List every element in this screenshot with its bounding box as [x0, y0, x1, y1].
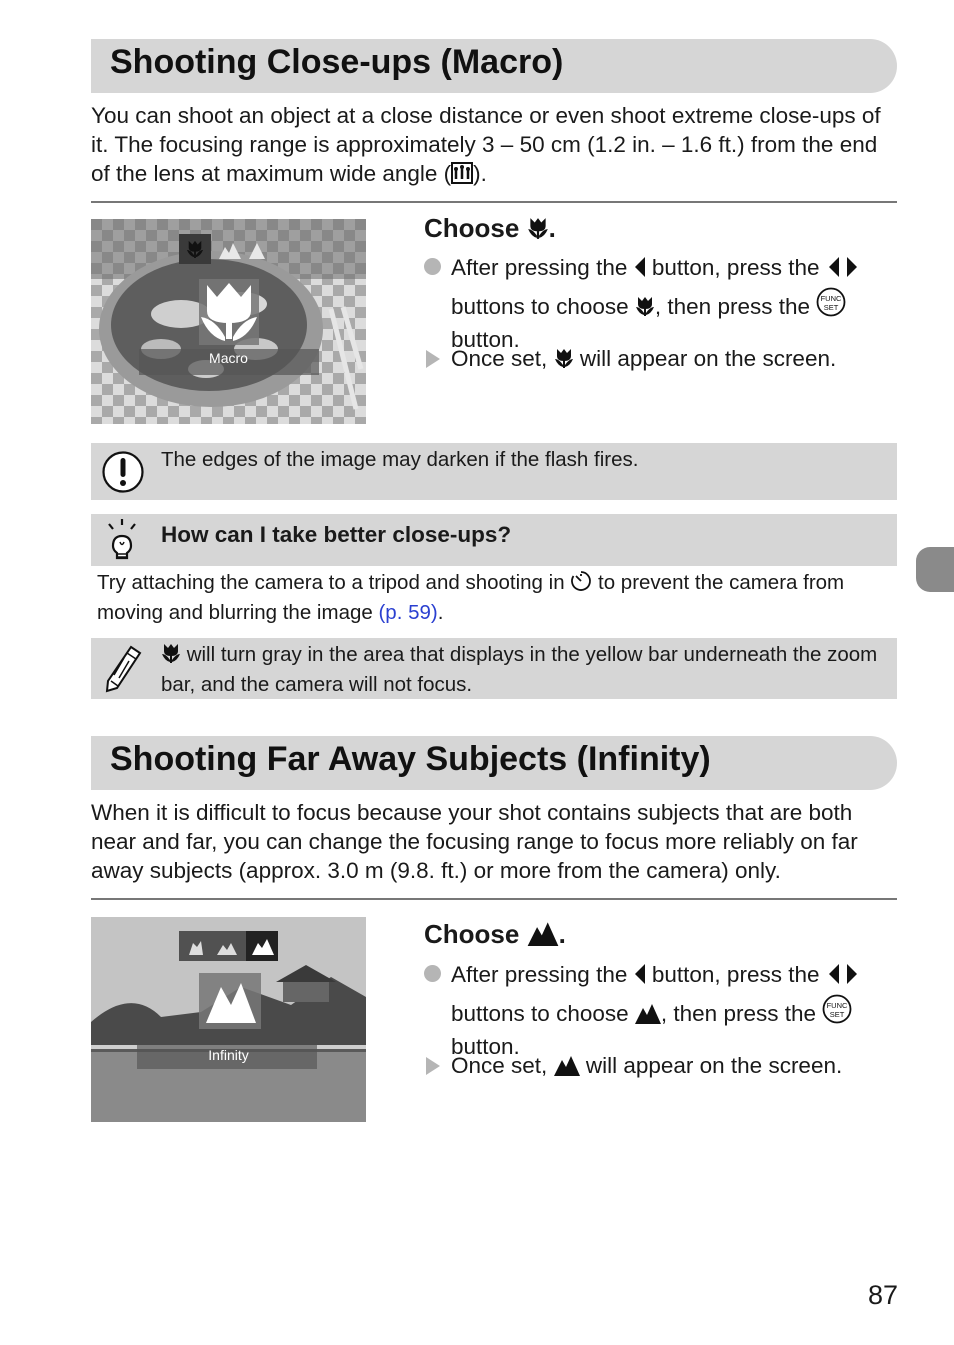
step-text: Once set,: [451, 346, 548, 371]
func-set-icon: [816, 287, 846, 326]
section1-intro: [91, 101, 901, 191]
tip-text-part: Try attaching the camera to a tripod and shooting in: [97, 571, 565, 594]
step-text: button, press the: [651, 255, 820, 280]
caution-text: The edges of the image may darken if the flash fires.: [161, 448, 639, 471]
section1-choose-heading: Choose .: [424, 213, 556, 246]
chapter-tab: [916, 547, 954, 592]
memo-text-part: will turn gray in the area that displays in the yellow bar underneath the zoom bar, and the camera will not focus.: [161, 643, 878, 696]
section2-step-2: [424, 1051, 894, 1085]
memo-text: [161, 641, 891, 698]
circle-bullet-icon: [424, 965, 441, 982]
section2-divider: [91, 898, 897, 900]
infinity-icon: [635, 1002, 661, 1033]
lightbulb-icon: [103, 516, 141, 569]
caution-icon: [101, 450, 145, 499]
svg-text:SET: SET: [829, 1009, 845, 1019]
macro-icon: [527, 216, 549, 246]
self-timer-icon: [570, 570, 592, 599]
tip-text-part: .: [437, 601, 444, 624]
svg-text:FUNC: FUNC: [820, 293, 842, 303]
section2-choose-heading: Choose .: [424, 919, 566, 952]
step-text: button, press the: [651, 962, 820, 987]
svg-text:FUNC: FUNC: [826, 1000, 848, 1010]
macro-icon: [635, 295, 655, 326]
section1-choose-label: Choose: [424, 213, 520, 243]
infinity-icon: [554, 1054, 580, 1085]
step-text: , then press the: [660, 1000, 817, 1026]
page-link[interactable]: (p. 59): [378, 601, 438, 624]
infinity-icon: [527, 920, 559, 952]
section2-step-1: [424, 960, 894, 1063]
left-right-arrow-icon: [826, 256, 860, 287]
page-number: 87: [867, 1280, 898, 1310]
section1-divider: [91, 201, 897, 203]
memo-box: [91, 638, 897, 699]
step-text: will appear on the screen.: [579, 346, 837, 371]
section1-step-1: [424, 253, 894, 356]
tip-title: How can I take better close-ups?: [161, 522, 512, 547]
caution-box: [91, 443, 897, 500]
pencil-icon: [103, 644, 143, 699]
section1-intro-text: You can shoot an object at a close distance or even shoot extreme close-ups of it. The focusing range is approximately 3 – 50 cm (1.2 in. – 1.6 ft.) from the end of the lens at maximum wide angle (: [91, 103, 881, 186]
wide-angle-icon: [451, 162, 473, 191]
step-text: Once set,: [451, 1053, 548, 1078]
step-text: After pressing the: [451, 962, 628, 987]
svg-text:SET: SET: [823, 302, 839, 312]
section1-intro-end: ).: [473, 161, 487, 186]
step-text: button.: [451, 327, 520, 352]
section2-intro: When it is difficult to focus because your shot contains subjects that are both near and far, you can change the focusing range to focus more reliably on far away subjects (approx. 3.0 m (9.8. ft.) or more from the camera) only.: [91, 800, 858, 883]
section1-title: Shooting Close-ups (Macro): [110, 43, 564, 81]
triangle-bullet-icon: [426, 1057, 440, 1075]
infinity-screen-label: Infinity: [208, 1047, 249, 1063]
step-text: buttons to choose: [451, 1000, 629, 1026]
left-arrow-icon: [634, 256, 646, 287]
left-arrow-icon: [634, 963, 646, 994]
section2-title: Shooting Far Away Subjects (Infinity): [110, 740, 711, 778]
macro-icon: [161, 642, 181, 671]
step-text: will appear on the screen.: [585, 1053, 843, 1078]
step-text: button.: [451, 1034, 520, 1059]
step-text: , then press the: [654, 293, 811, 319]
triangle-bullet-icon: [426, 350, 440, 368]
circle-bullet-icon: [424, 258, 441, 275]
macro-icon: [554, 347, 574, 378]
infinity-screen-image: [91, 917, 366, 1122]
macro-screen-label: Macro: [209, 350, 248, 366]
tip-text-part: to prevent the camera from moving and blurring the image: [97, 571, 845, 624]
func-set-icon: [822, 994, 852, 1033]
macro-screen-image: [91, 219, 366, 424]
tip-text: [97, 569, 897, 626]
step-text: buttons to choose: [451, 293, 629, 319]
step-text: After pressing the: [451, 255, 628, 280]
section2-choose-label: Choose: [424, 919, 520, 949]
left-right-arrow-icon: [826, 963, 860, 994]
tip-header: [91, 514, 897, 566]
section1-step-2: [424, 344, 894, 378]
